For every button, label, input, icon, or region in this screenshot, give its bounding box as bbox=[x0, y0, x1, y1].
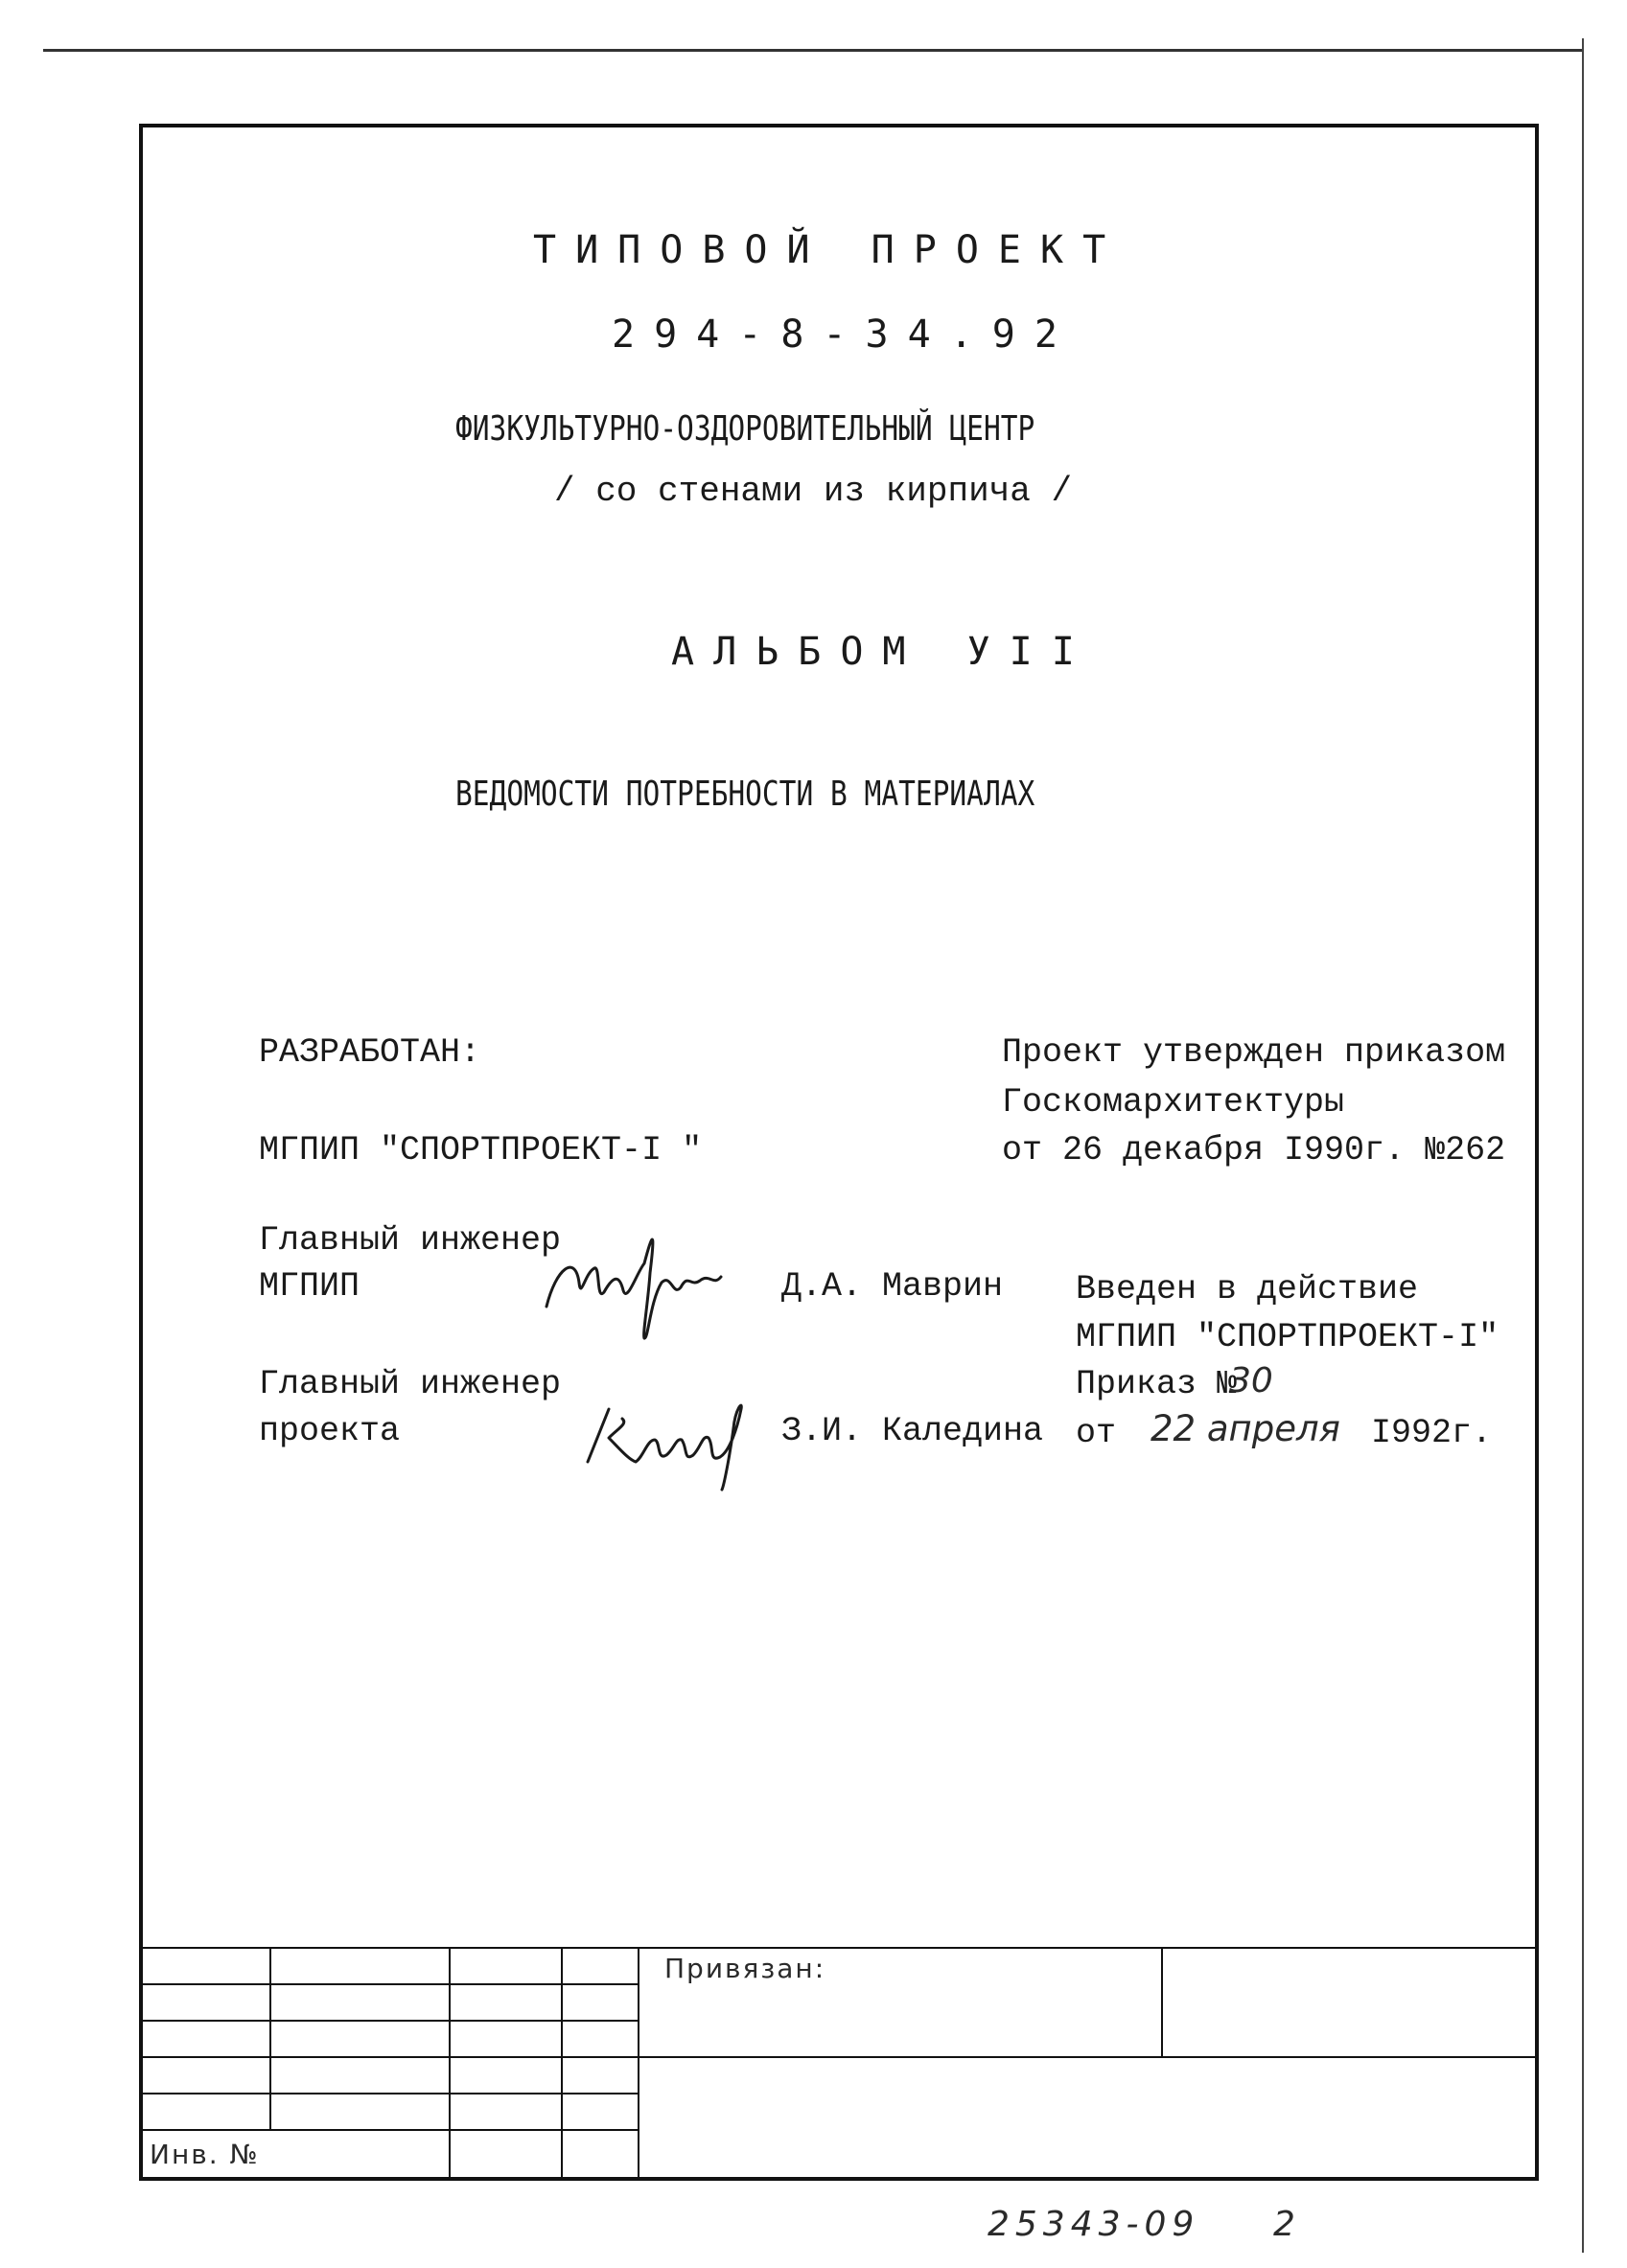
signature-maurin bbox=[537, 1215, 767, 1350]
stamp-table bbox=[142, 1947, 1536, 2178]
order-label: Приказ № bbox=[1076, 1365, 1238, 1403]
signatory-1-role-line-2: МГПИП bbox=[259, 1267, 360, 1306]
order-year: I992г. bbox=[1371, 1414, 1493, 1452]
album-number: АЛЬБОМ УII bbox=[671, 630, 1094, 674]
approval-line-3: от 26 декабря I990г. №262 bbox=[1002, 1131, 1506, 1169]
signatory-2-name: З.И. Каледина bbox=[781, 1412, 1044, 1450]
signatory-1-role-line-1: Главный инженер bbox=[259, 1221, 562, 1260]
order-date-prefix: от bbox=[1076, 1414, 1117, 1452]
enactment-line-2: МГПИП "СПОРТПРОЕКТ-I" bbox=[1076, 1318, 1499, 1356]
enactment-line-1: Введен в действие bbox=[1076, 1270, 1419, 1308]
signatory-1-name: Д.А. Маврин bbox=[781, 1267, 1004, 1306]
order-date-handwritten: 22 апреля bbox=[1151, 1408, 1340, 1449]
developer-organization: МГПИП "СПОРТПРОЕКТ-I " bbox=[259, 1131, 703, 1169]
approval-line-2: Госкомархитектуры bbox=[1002, 1083, 1345, 1122]
developer-label: РАЗРАБОТАН: bbox=[259, 1033, 481, 1072]
approval-line-1: Проект утвержден приказом bbox=[1002, 1033, 1506, 1072]
inventory-number-label: Инв. № bbox=[150, 2139, 260, 2170]
project-code: 294-8-34.92 bbox=[612, 312, 1077, 357]
signature-kaledina bbox=[580, 1371, 772, 1495]
album-subject: ВЕДОМОСТИ ПОТРЕБНОСТИ В МАТЕРИАЛАХ bbox=[455, 775, 1035, 814]
document-title: ТИПОВОЙ ПРОЕКТ bbox=[533, 228, 1126, 272]
signatory-2-role-line-2: проекта bbox=[259, 1412, 401, 1450]
top-border-line bbox=[43, 49, 1582, 52]
bound-label: Привязан: bbox=[664, 1953, 826, 1984]
page-number: 2 bbox=[1273, 2205, 1295, 2244]
order-number: 30 bbox=[1229, 1361, 1273, 1400]
signatory-2-role-line-1: Главный инженер bbox=[259, 1365, 562, 1403]
object-name: ФИЗКУЛЬТУРНО-ОЗДОРОВИТЕЛЬНЫЙ ЦЕНТР bbox=[455, 409, 1035, 449]
object-subtitle: / со стенами из кирпича / bbox=[554, 472, 1073, 511]
right-border-line bbox=[1582, 38, 1584, 2253]
sheet-code: 25343-09 bbox=[988, 2205, 1200, 2244]
